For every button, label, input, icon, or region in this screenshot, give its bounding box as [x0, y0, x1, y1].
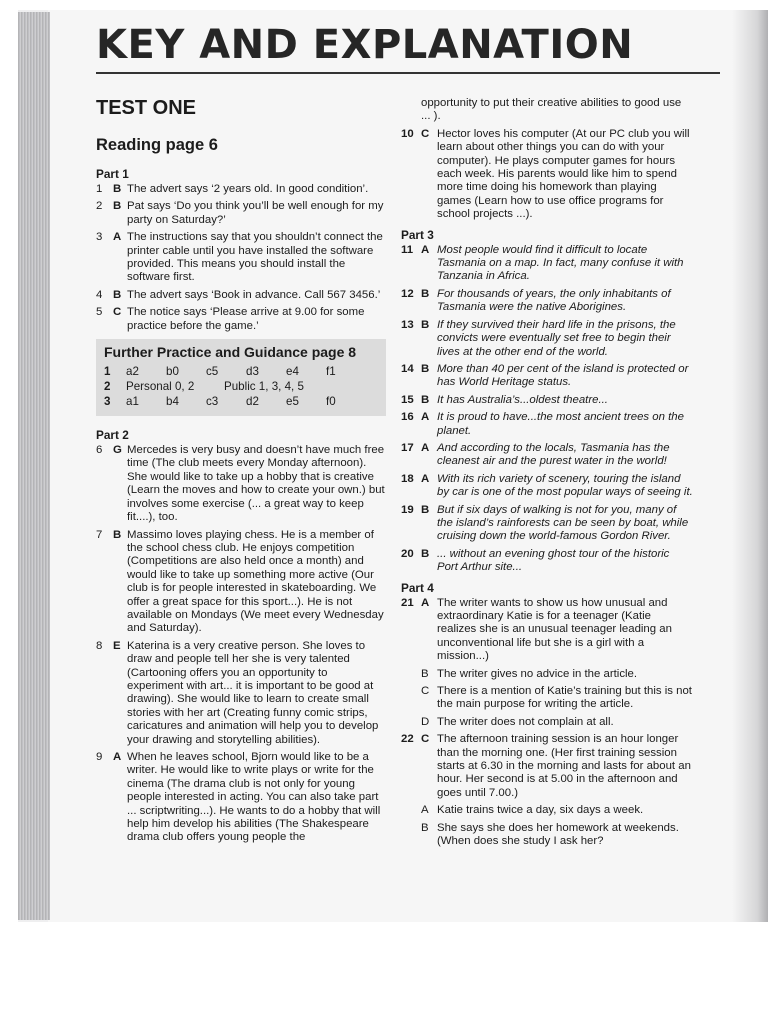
answer-item	[401, 394, 693, 407]
item-answer: B	[113, 200, 122, 213]
option-text: Katie trains twice a day, six days a week.	[437, 804, 644, 817]
item-answer: A	[421, 472, 430, 485]
practice-row-3	[104, 394, 378, 409]
option-text: The writer gives no advice in the article.	[437, 667, 638, 680]
item-9-continuation: opportunity to put their creative abilities to good use ... ).	[421, 97, 682, 123]
answer-item	[401, 411, 693, 438]
item-answer: C	[113, 306, 122, 319]
item-number: 10	[401, 127, 414, 140]
item-number: 12	[401, 287, 414, 300]
test-heading: TEST ONE	[96, 97, 197, 119]
row-number: 1	[104, 365, 111, 379]
item-number: 22	[401, 733, 414, 746]
item-number: 8	[96, 639, 103, 652]
part2-heading: Part 2	[96, 428, 129, 443]
item-text: For thousands of years, the only inhabitants of Tasmania were the native Aborigines.	[437, 287, 671, 314]
answer-item	[96, 640, 386, 747]
answer-item	[401, 128, 693, 222]
answer-item	[401, 288, 693, 315]
item-answer: B	[421, 547, 430, 560]
item-number: 16	[401, 411, 414, 424]
row-cell: c5	[206, 365, 219, 379]
row-cell: a1	[126, 395, 139, 409]
item-answer: A	[421, 441, 430, 454]
answer-item	[401, 548, 693, 575]
item-text: The advert says ‘Book in advance. Call 567 3456.’	[127, 288, 381, 301]
item-number: 1	[96, 183, 103, 195]
item-text: But if six days of walking is not for you, many of the island’s rainforests can be seen by boat, while cruising down the world-famous Gordon River.	[437, 503, 689, 543]
item-text: If they survived their hard life in the prisons, the convicts were eventually set free to begin their lives at the other end of the world.	[437, 318, 676, 358]
option-text: She says she does her homework at weekends. (When does she study I ask her?	[437, 821, 679, 848]
item-text: Pat says ‘Do you think you’ll be well enough for my party on Saturday?’	[127, 200, 384, 226]
option-letter: A	[421, 804, 429, 817]
item-number: 13	[401, 318, 414, 331]
practice-row-2	[104, 379, 378, 394]
row-cell: Personal 0, 2	[126, 380, 195, 394]
item-number: 4	[96, 288, 103, 301]
item-number: 14	[401, 362, 414, 375]
item-answer: A	[113, 751, 122, 763]
title-rule	[96, 72, 720, 74]
item-text: Massimo loves playing chess. He is a member of the school chess club. He enjoys competition (Competitions are also held once a month) and would like to take up something more active (Our club is for people interested in skateboarding. We offer a great space for this sport...). He is not available on Mondays (We meet every Wednesday and Saturday).	[127, 528, 384, 635]
item-text: More than 40 per cent of the island is protected or has World Heritage status.	[437, 362, 689, 389]
answer-item	[96, 289, 386, 302]
answer-item	[401, 504, 693, 544]
row-number: 3	[104, 395, 111, 409]
practice-row-1	[104, 364, 378, 379]
answer-item	[96, 183, 386, 196]
row-cell: a2	[126, 365, 139, 379]
answer-item	[401, 442, 693, 469]
part1-heading: Part 1	[96, 167, 129, 181]
part1-list	[96, 183, 386, 333]
item-text: It has Australia’s...oldest theatre...	[437, 393, 608, 406]
item-text: The afternoon training session is an hour longer than the morning one. (Her first training session starts at 6.30 in the morning and lasts for about an hour. Her second is at 5.00 in the afternoon and goes until 7.00.)	[437, 733, 691, 799]
right-column	[401, 97, 693, 853]
option-letter: D	[421, 715, 430, 728]
item-number: 6	[96, 444, 103, 457]
answer-item	[401, 733, 693, 800]
option-item	[421, 822, 693, 849]
item-text: The notice says ‘Please arrive at 9.00 for some practice before the game.’	[127, 306, 365, 332]
item-answer: B	[421, 287, 430, 300]
answer-item	[401, 244, 693, 284]
option-letter: B	[421, 667, 429, 680]
row-cell: f0	[326, 395, 336, 409]
option-text: There is a mention of Katie’s training but this is not the main purpose for writing the article.	[437, 685, 692, 711]
item-text: It is proud to have...the most ancient trees on the planet.	[437, 411, 684, 437]
item-text: The writer wants to show us how unusual and extraordinary Katie is for a teenager (Katie realizes she is an unusual teenager leading an unconventional life but she is a girl with a mission...)	[437, 596, 672, 663]
item-number: 2	[96, 200, 103, 213]
item-answer: B	[421, 503, 430, 516]
item-number: 5	[96, 306, 103, 319]
item-answer: A	[421, 243, 430, 256]
item-number: 18	[401, 472, 414, 485]
page-title: KEY AND EXPLANATION	[96, 22, 634, 68]
part3-heading: Part 3	[401, 227, 434, 242]
row-cell: e4	[286, 365, 299, 379]
item-number: 9	[96, 751, 103, 763]
item-text: Most people would find it difficult to locate Tasmania on a map. In fact, many confuse it with Tanzania in Africa.	[437, 243, 684, 283]
answer-item	[401, 363, 693, 390]
option-item	[421, 685, 693, 712]
answer-item	[401, 473, 693, 500]
part3-list	[401, 244, 693, 575]
answer-item	[96, 444, 386, 524]
item-answer: A	[421, 596, 430, 609]
item-number: 20	[401, 547, 414, 560]
item-answer: B	[113, 288, 122, 301]
item-answer: G	[113, 444, 122, 457]
option-text: The writer does not complain at all.	[437, 715, 614, 728]
item-number: 11	[401, 243, 414, 256]
answer-item	[96, 200, 386, 227]
item-text: ... without an evening ghost tour of the historic Port Arthur site...	[437, 547, 670, 574]
item-answer: E	[113, 639, 121, 652]
item-text: And according to the locals, Tasmania has the cleanest air and the purest water in the world!	[437, 441, 670, 468]
item-number: 15	[401, 393, 414, 406]
option-item	[421, 668, 693, 681]
item-answer: A	[113, 231, 122, 244]
item-number: 19	[401, 503, 414, 516]
answer-item	[96, 231, 386, 285]
further-practice-title: Further Practice and Guidance page 8	[104, 344, 357, 361]
page-curl-shadow	[732, 10, 768, 922]
row-cell: f1	[326, 365, 336, 379]
item-number: 7	[96, 528, 103, 541]
part4-heading: Part 4	[401, 580, 434, 595]
item-number: 17	[401, 441, 414, 454]
part2-list	[96, 444, 386, 845]
option-letter: B	[421, 821, 429, 834]
item-answer: B	[421, 318, 430, 331]
row-number: 2	[104, 380, 111, 394]
item-text: The instructions say that you shouldn’t connect the printer cable until you have installed the software provided. This means you should install the software first.	[127, 231, 383, 284]
item-text: Hector loves his computer (At our PC club you will learn about other things you can do with your computer). He plays computer games for hours each week. His parents would like him to spend more time doing his homework than playing games (Learn how to use office programs for school projects ...).	[437, 127, 690, 221]
answer-item	[96, 751, 386, 845]
page-edges	[18, 12, 50, 920]
row-cell: e5	[286, 395, 299, 409]
reading-heading: Reading page 6	[96, 136, 218, 154]
item-answer: B	[421, 393, 430, 406]
item-text: Mercedes is very busy and doesn’t have much free time (The club meets every Monday afternoon). She would like to take up a hobby that is creative (Learn the moves and how to create your own.) but involves some exercise (... a great way to keep fit....), too.	[127, 444, 385, 524]
answer-item	[401, 597, 693, 664]
item-answer: C	[421, 127, 430, 140]
answer-item	[96, 529, 386, 636]
row-cell: d2	[246, 395, 259, 409]
row-cell: Public 1, 3, 4, 5	[224, 380, 304, 394]
item-text: The advert says ‘2 years old. In good condition’.	[127, 183, 369, 195]
item-answer: B	[113, 528, 122, 541]
row-cell: b0	[166, 365, 179, 379]
item-text: With its rich variety of scenery, touring the island by car is one of the most popular ways of seeing it.	[437, 472, 693, 499]
option-letter: C	[421, 685, 430, 698]
left-column	[96, 96, 386, 849]
answer-item	[96, 306, 386, 333]
further-practice-box	[96, 339, 386, 416]
item-answer: C	[421, 733, 430, 746]
row-cell: d3	[246, 365, 259, 379]
item-answer: B	[113, 183, 122, 195]
item-number: 3	[96, 231, 103, 244]
row-cell: b4	[166, 395, 179, 409]
item-number: 21	[401, 596, 414, 609]
option-item	[421, 716, 693, 729]
item-text: When he leaves school, Bjorn would like to be a writer. He would like to write plays or write for the cinema (The drama club is not only for young people interested in acting. You can also take part ... scriptwriting...). He wants to do a hobby that will help him develop his abilities (The Shakespeare drama club offers young people the	[127, 751, 381, 844]
part4-list	[401, 597, 693, 849]
option-item	[421, 804, 693, 817]
answer-item	[401, 319, 693, 359]
row-cell: c3	[206, 395, 219, 409]
item-text: Katerina is a very creative person. She loves to draw and people tell her she is very talented (Cartooning offers you an opportunity to experiment with art... it is important to be good at drawing). She would like to learn to create small stories with her art (Creating funny comic strips, caricatures and animation will help you to develop your drawing and storytelling abilities).	[127, 639, 379, 746]
item-answer: B	[421, 362, 430, 375]
item-answer: A	[421, 411, 430, 424]
